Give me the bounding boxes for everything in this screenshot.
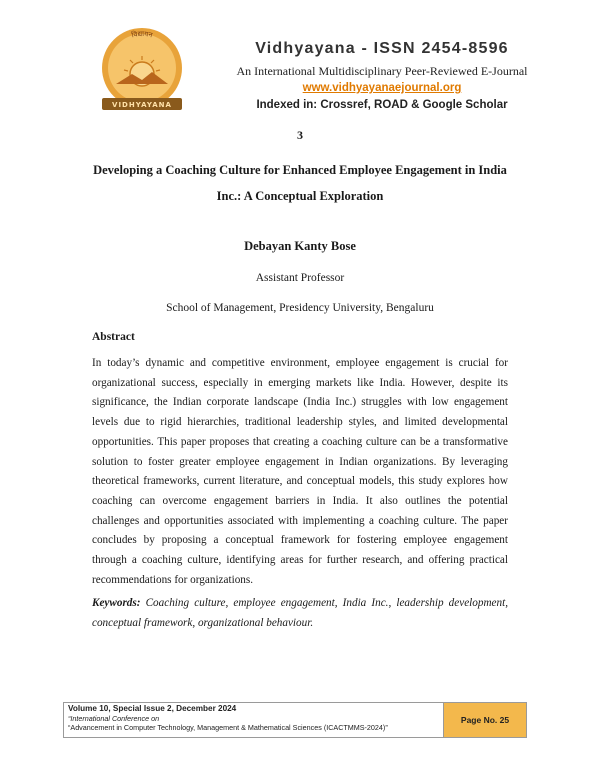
footer-info: [64, 703, 443, 737]
page-footer: [63, 702, 527, 738]
footer-conference-line1: “International Conference on: [68, 713, 160, 723]
journal-title: Vidhyayana - ISSN 2454-8596: [255, 40, 509, 57]
journal-indexed: Indexed in: Crossref, ROAD & Google Scholar: [256, 99, 508, 111]
author-designation: Assistant Professor: [255, 272, 345, 284]
footer-conference-line2: “Advancement in Computer Technology, Management & Mathematical Sciences (ICACTMMS-2024)”: [68, 723, 388, 733]
abstract-body: In today’s dynamic and competitive environment, employee engagement is crucial for organizational success, especially in emerging markets like India. However, despite its significance, the Indian corporate landscape (India Inc.) struggles with low engagement levels due to rigid hierarchies, traditional leadership styles, and limited developmental opportunities. This paper proposes that creating a coaching culture can be a transformative solution to foster greater employee engagement in Indian organizations. By leveraging theoretical frameworks, current literature, and conceptual models, this study explores how coaching can overcome engagement barriers in India. It also outlines the potential challenges and opportunities associated with implementing a coaching culture. The paper concludes by proposing a conceptual framework for fostering employee engagement through a coaching culture, identifying areas for further research, and offering practical recommendations for organizations.: [92, 357, 508, 586]
author-name: Debayan Kanty Bose: [244, 239, 356, 253]
footer-page-number: Page No. 25: [443, 703, 526, 737]
keywords: [92, 594, 508, 633]
journal-url-link[interactable]: www.vidhyayanaejournal.org: [302, 82, 462, 94]
paper-number: 3: [297, 128, 303, 142]
keywords-label: Keywords:: [92, 597, 141, 609]
journal-header: [222, 40, 542, 111]
abstract-heading: Abstract: [92, 331, 135, 343]
paper-title: Developing a Coaching Culture for Enhanced Employee Engagement in India Inc.: A Conceptual Exploration: [93, 163, 507, 203]
footer-volume: Volume 10, Special Issue 2, December 2024: [68, 704, 237, 713]
author-affiliation: School of Management, Presidency University, Bengaluru: [166, 302, 434, 314]
keywords-text: Coaching culture, employee engagement, India Inc., leadership development, conceptual framework, organizational behaviour.: [92, 597, 509, 629]
journal-logo: [92, 20, 192, 120]
journal-subtitle: An International Multidisciplinary Peer-Reviewed E-Journal: [236, 64, 528, 78]
logo-text: VIDHYAYANA: [112, 101, 172, 109]
logo-ring-text: विद्यायन: [130, 29, 154, 40]
